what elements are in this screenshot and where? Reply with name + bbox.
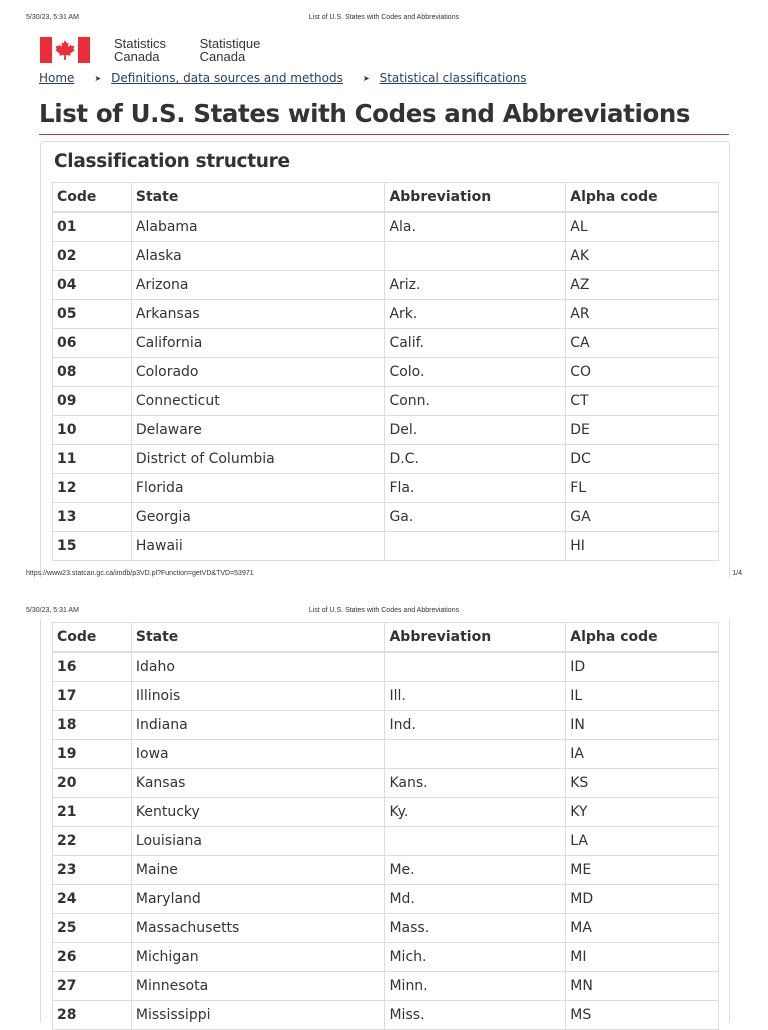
breadcrumb-definitions[interactable]: Definitions, data sources and methods [111,71,343,85]
cell-alpha-code: AL [566,212,719,242]
cell-abbreviation: Kans. [385,769,566,798]
table-row [53,1001,719,1030]
table-row [53,474,719,503]
cell-alpha-code: MD [566,885,719,914]
col-header-abbreviation: Abbreviation [385,183,566,213]
table-body [53,212,719,561]
cell-code: 26 [53,943,132,972]
cell-abbreviation: Md. [385,885,566,914]
cell-alpha-code: MN [566,972,719,1001]
cell-code: 27 [53,972,132,1001]
states-table-continued [52,622,719,1030]
cell-code: 19 [53,740,132,769]
cell-abbreviation: Colo. [385,358,566,387]
print-datetime: 5/30/23, 5:31 AM [26,607,79,614]
table-row [53,300,719,329]
table-body [53,652,719,1030]
table-row [53,271,719,300]
cell-abbreviation: Conn. [385,387,566,416]
cell-code: 25 [53,914,132,943]
col-header-code: Code [53,623,132,653]
col-header-alpha-code: Alpha code [566,183,719,213]
cell-state: Connecticut [131,387,385,416]
cell-state: Indiana [131,711,385,740]
cell-alpha-code: IN [566,711,719,740]
table-row [53,242,719,271]
cell-state: Kentucky [131,798,385,827]
breadcrumb-statistical-classifications[interactable]: Statistical classifications [379,71,527,85]
cell-alpha-code: MA [566,914,719,943]
table-header-row [53,623,719,653]
cell-state: Mississippi [131,1001,385,1030]
cell-state: California [131,329,385,358]
col-header-state: State [131,183,385,213]
cell-code: 12 [53,474,132,503]
cell-code: 20 [53,769,132,798]
wordmark-en-line2: Canada [114,49,160,64]
print-page-number: 1/4 [732,570,742,577]
cell-state: Alabama [131,212,385,242]
cell-alpha-code: CA [566,329,719,358]
cell-alpha-code: AZ [566,271,719,300]
chevron-right-icon: ➤ [362,74,370,83]
cell-state: Maine [131,856,385,885]
cell-alpha-code: AK [566,242,719,271]
cell-code: 28 [53,1001,132,1030]
cell-alpha-code: GA [566,503,719,532]
cell-state: Idaho [131,652,385,682]
cell-state: Arkansas [131,300,385,329]
brand-header [40,37,290,65]
cell-code: 10 [53,416,132,445]
page-title: List of U.S. States with Codes and Abbreviations [39,99,691,128]
cell-state: Iowa [131,740,385,769]
cell-code: 23 [53,856,132,885]
canada-flag-icon[interactable] [40,37,90,63]
classification-panel [40,141,730,579]
cell-alpha-code: KY [566,798,719,827]
table-row [53,652,719,682]
wordmark-fr-line2: Canada [199,49,246,64]
table-header-row [53,183,719,213]
cell-abbreviation: Ark. [385,300,566,329]
cell-state: Florida [131,474,385,503]
table-row [53,682,719,711]
table-row [53,740,719,769]
print-header [0,14,768,28]
breadcrumb [39,71,527,85]
cell-abbreviation: Ga. [385,503,566,532]
wordmark-en [114,37,166,63]
table-row [53,885,719,914]
table-row [53,212,719,242]
cell-alpha-code: MI [566,943,719,972]
cell-alpha-code: IA [566,740,719,769]
print-datetime: 5/30/23, 5:31 AM [26,14,79,21]
cell-alpha-code: AR [566,300,719,329]
cell-abbreviation: Mich. [385,943,566,972]
cell-abbreviation: Fla. [385,474,566,503]
cell-abbreviation: Ind. [385,711,566,740]
print-doc-title: List of U.S. States with Codes and Abbreviations [308,14,460,21]
col-header-code: Code [53,183,132,213]
table-row [53,769,719,798]
table-row [53,416,719,445]
cell-code: 02 [53,242,132,271]
cell-abbreviation: Ala. [385,212,566,242]
cell-abbreviation: Del. [385,416,566,445]
cell-code: 21 [53,798,132,827]
cell-abbreviation [385,242,566,271]
cell-abbreviation: Calif. [385,329,566,358]
cell-code: 09 [53,387,132,416]
cell-abbreviation: Ill. [385,682,566,711]
table-row [53,711,719,740]
cell-abbreviation [385,740,566,769]
states-table [52,182,719,561]
print-footer [0,570,768,584]
table-row [53,358,719,387]
cell-abbreviation: Me. [385,856,566,885]
table-row [53,856,719,885]
cell-state: Massachusetts [131,914,385,943]
cell-code: 17 [53,682,132,711]
cell-alpha-code: LA [566,827,719,856]
cell-code: 05 [53,300,132,329]
cell-abbreviation [385,532,566,561]
cell-alpha-code: CT [566,387,719,416]
table-row [53,798,719,827]
cell-code: 24 [53,885,132,914]
cell-abbreviation: Miss. [385,1001,566,1030]
cell-state: Michigan [131,943,385,972]
cell-abbreviation: Mass. [385,914,566,943]
cell-abbreviation [385,652,566,682]
cell-state: Minnesota [131,972,385,1001]
cell-abbreviation [385,827,566,856]
cell-state: Louisiana [131,827,385,856]
cell-state: Illinois [131,682,385,711]
cell-alpha-code: HI [566,532,719,561]
cell-code: 15 [53,532,132,561]
col-header-abbreviation: Abbreviation [385,623,566,653]
col-header-state: State [131,623,385,653]
cell-state: Kansas [131,769,385,798]
cell-state: Maryland [131,885,385,914]
cell-code: 16 [53,652,132,682]
cell-state: Colorado [131,358,385,387]
cell-alpha-code: DE [566,416,719,445]
chevron-right-icon: ➤ [94,74,102,83]
cell-alpha-code: CO [566,358,719,387]
cell-abbreviation: Ky. [385,798,566,827]
print-url: https://www23.statcan.gc.ca/imdb/p3VD.pl?Function=getVD&TVD=53971 [26,570,254,577]
cell-alpha-code: IL [566,682,719,711]
cell-abbreviation: D.C. [385,445,566,474]
wordmark-fr-line1: Statistique [199,36,261,51]
cell-code: 22 [53,827,132,856]
table-row [53,329,719,358]
cell-state: Arizona [131,271,385,300]
section-heading: Classification structure [54,151,290,172]
title-divider [39,134,729,135]
table-row [53,445,719,474]
cell-alpha-code: MS [566,1001,719,1030]
cell-abbreviation: Minn. [385,972,566,1001]
col-header-alpha-code: Alpha code [566,623,719,653]
cell-state: Alaska [131,242,385,271]
classification-panel-continued [40,618,730,1024]
breadcrumb-home[interactable]: Home [39,71,75,85]
cell-state: District of Columbia [131,445,385,474]
wordmark [114,37,290,63]
table-row [53,943,719,972]
cell-code: 04 [53,271,132,300]
cell-code: 01 [53,212,132,242]
cell-alpha-code: DC [566,445,719,474]
cell-state: Georgia [131,503,385,532]
cell-code: 11 [53,445,132,474]
table-row [53,914,719,943]
cell-alpha-code: FL [566,474,719,503]
wordmark-en-line1: Statistics [114,36,167,51]
table-row [53,503,719,532]
cell-code: 08 [53,358,132,387]
cell-alpha-code: KS [566,769,719,798]
cell-code: 18 [53,711,132,740]
cell-state: Delaware [131,416,385,445]
table-row [53,387,719,416]
cell-abbreviation: Ariz. [385,271,566,300]
table-row [53,827,719,856]
cell-alpha-code: ID [566,652,719,682]
cell-code: 13 [53,503,132,532]
table-row [53,972,719,1001]
table-row [53,532,719,561]
wordmark-fr [200,37,261,63]
cell-alpha-code: ME [566,856,719,885]
cell-code: 06 [53,329,132,358]
print-doc-title: List of U.S. States with Codes and Abbreviations [308,607,460,614]
cell-state: Hawaii [131,532,385,561]
